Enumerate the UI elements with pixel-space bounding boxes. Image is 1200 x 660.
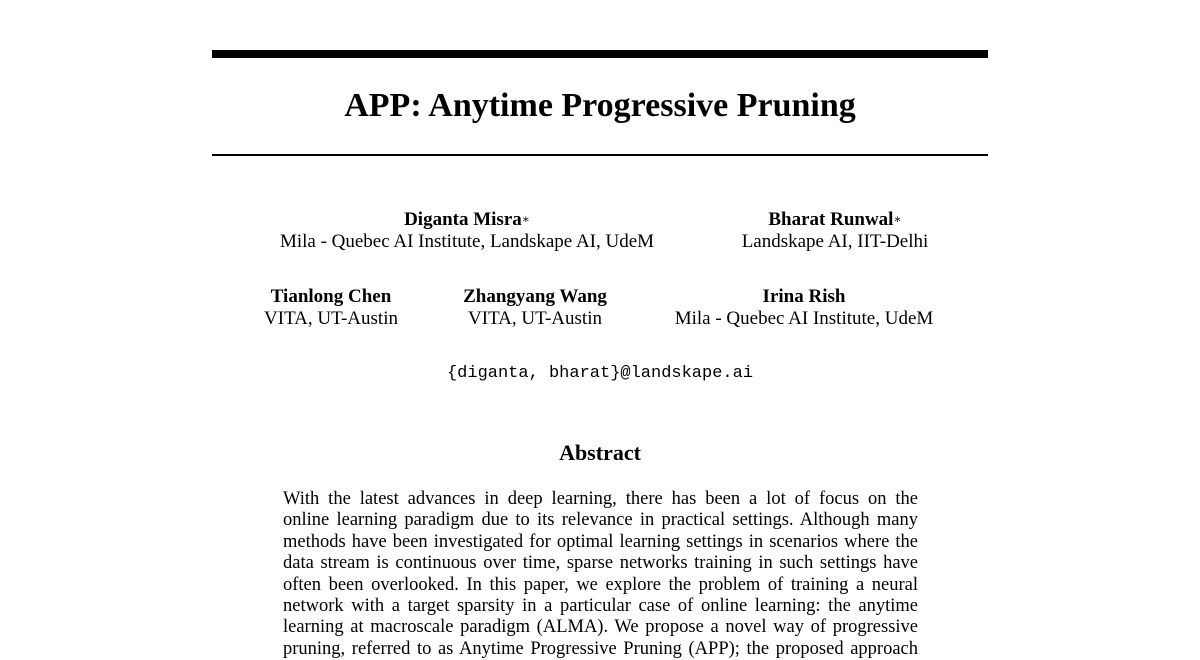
author-name: Zhangyang Wang [463, 286, 607, 307]
abstract-heading: Abstract [559, 440, 641, 465]
author-block [450, 286, 620, 330]
author-block [267, 209, 667, 253]
abstract-line: methods have been investigated for optimal learning settings in scenarios where the [283, 531, 918, 552]
author-block [251, 286, 411, 330]
abstract-line: With the latest advances in deep learning, there has been a lot of focus on the [283, 489, 918, 509]
author-name: Bharat Runwal∗ [768, 209, 902, 230]
author-email: {diganta, bharat}@landskape.ai [446, 364, 754, 383]
author-block [710, 209, 960, 253]
author-affiliation: Landskape AI, IIT-Delhi [741, 231, 929, 252]
paper-title: APP: Anytime Progressive Pruning [344, 87, 856, 124]
author-block [654, 286, 954, 330]
author-affiliation: Mila - Quebec AI Institute, UdeM [674, 308, 934, 329]
abstract-line: learning at macroscale paradigm (ALMA). We propose a novel way of progressive [283, 617, 918, 638]
abstract-line: network with a target sparsity in a particular case of online learning: the anytime [283, 595, 918, 616]
abstract-line: pruning, referred to as Anytime Progressive Pruning (APP); the proposed approach [283, 638, 918, 659]
author-affiliation: Mila - Quebec AI Institute, Landskape AI, UdeM [279, 231, 655, 252]
author-affiliation: VITA, UT-Austin [468, 308, 602, 329]
abstract-body [283, 489, 918, 660]
abstract-line: often been overlooked. In this paper, we explore the problem of training a neural [283, 574, 918, 595]
equal-contribution-mark: ∗ [893, 212, 902, 226]
title-top-rule [212, 50, 988, 58]
author-name: Diganta Misra∗ [404, 209, 530, 230]
author-affiliation: VITA, UT-Austin [264, 308, 398, 329]
title-bottom-rule [212, 154, 988, 156]
author-name: Tianlong Chen [270, 286, 392, 307]
abstract-line: online learning paradigm due to its relevance in practical settings. Although many [283, 510, 918, 531]
equal-contribution-mark: ∗ [521, 212, 530, 226]
abstract-line: data stream is continuous over time, sparse networks training in such settings have [283, 553, 918, 574]
author-name: Irina Rish [762, 286, 846, 307]
